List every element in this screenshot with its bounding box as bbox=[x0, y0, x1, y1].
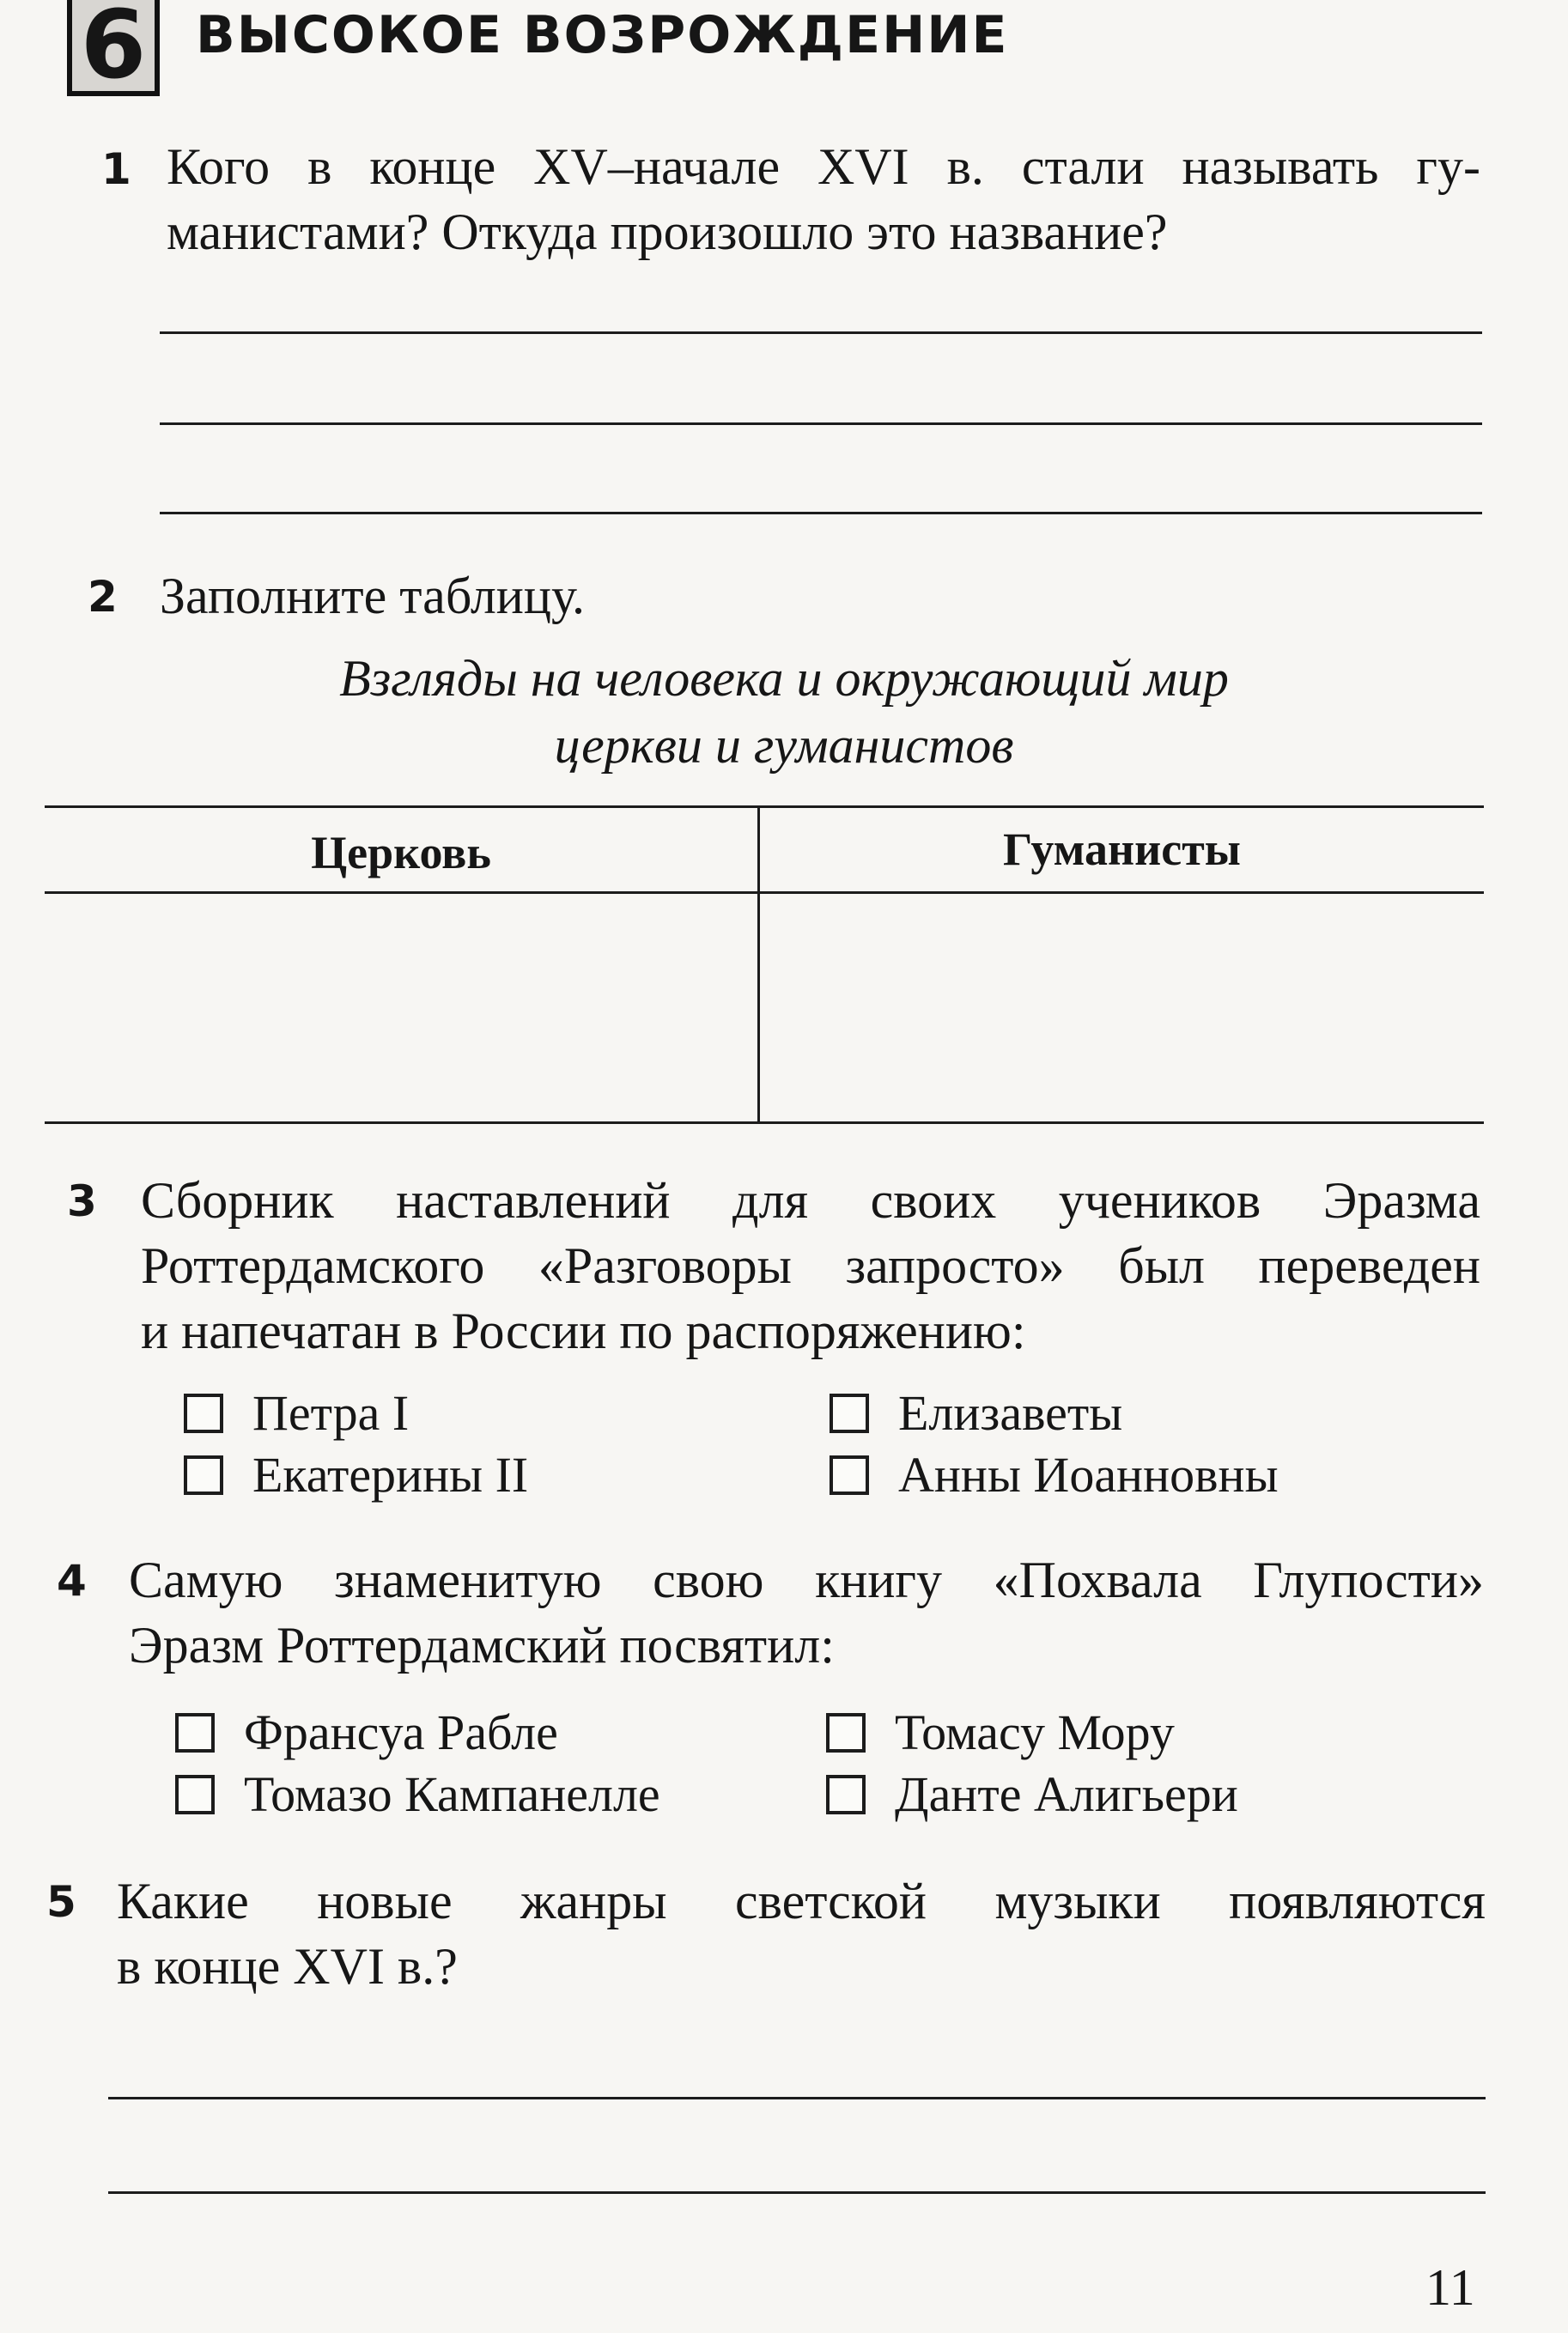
question-4-line-1: Самую знаменитую свою книгу «Похвала Глупости» bbox=[129, 1552, 1484, 1608]
checkbox[interactable] bbox=[175, 1775, 215, 1814]
option-peter-i[interactable] bbox=[184, 1384, 409, 1442]
table-header-church: Церковь bbox=[311, 827, 491, 878]
table-bottom-border bbox=[45, 1121, 1484, 1124]
option-label: Елизаветы bbox=[898, 1385, 1123, 1441]
question-1-line-1: Кого в конце XV–начале XVI в. стали называть гу- bbox=[167, 138, 1480, 195]
option-label: Франсуа Рабле bbox=[244, 1704, 558, 1760]
table-cell-church[interactable] bbox=[45, 894, 757, 1121]
question-3-line-3: и напечатан в России по распоряжению: bbox=[141, 1303, 1026, 1359]
option-anna-ioannovna[interactable] bbox=[830, 1446, 1279, 1504]
table-cell-humanists[interactable] bbox=[760, 894, 1484, 1121]
checkbox[interactable] bbox=[826, 1775, 866, 1814]
question-1-number: 1 bbox=[101, 144, 131, 194]
question-5-number: 5 bbox=[46, 1877, 76, 1927]
answer-line-5-2[interactable] bbox=[108, 2191, 1486, 2194]
section-number-box bbox=[67, 0, 160, 100]
option-francois-rabelais[interactable] bbox=[175, 1704, 558, 1761]
option-label: Данте Алигьери bbox=[895, 1766, 1238, 1822]
answer-line-1-2[interactable] bbox=[160, 422, 1482, 425]
checkbox[interactable] bbox=[184, 1455, 223, 1495]
section-number: 6 bbox=[80, 0, 147, 100]
option-label: Петра I bbox=[252, 1385, 410, 1441]
answer-line-5-1[interactable] bbox=[108, 2097, 1486, 2099]
answer-line-1-1[interactable] bbox=[160, 331, 1482, 334]
question-3-number: 3 bbox=[67, 1176, 97, 1226]
option-label: Томасу Мору bbox=[895, 1704, 1175, 1760]
views-table bbox=[45, 805, 1484, 1125]
question-2-number: 2 bbox=[88, 572, 118, 622]
answer-line-1-3[interactable] bbox=[160, 512, 1482, 514]
option-tommaso-campanella[interactable] bbox=[175, 1765, 660, 1823]
option-elizabeth[interactable] bbox=[830, 1384, 1122, 1442]
option-label: Екатерины II bbox=[252, 1447, 529, 1503]
option-label: Томазо Кампанелле bbox=[244, 1766, 660, 1822]
option-label: Анны Иоанновны bbox=[898, 1447, 1279, 1503]
table-title-line-1: Взгляды на человека и окружающий мир bbox=[339, 650, 1229, 707]
option-dante-alighieri[interactable] bbox=[826, 1765, 1238, 1823]
question-1-line-2: манистами? Откуда произошло это название? bbox=[167, 204, 1168, 260]
question-3-line-2: Роттердамского «Разговоры запросто» был переведен bbox=[141, 1237, 1480, 1294]
question-5-line-1: Какие новые жанры светской музыки появляются bbox=[117, 1873, 1486, 1929]
question-5-line-2: в конце XVI в.? bbox=[117, 1938, 458, 1995]
table-top-border bbox=[45, 805, 1484, 808]
checkbox[interactable] bbox=[175, 1713, 215, 1753]
checkbox[interactable] bbox=[830, 1394, 869, 1433]
table-title-line-2: церкви и гуманистов bbox=[554, 717, 1014, 774]
section-title: ВЫСОКОЕ ВОЗРОЖДЕНИЕ bbox=[196, 5, 1009, 65]
question-2-text: Заполните таблицу. bbox=[160, 568, 585, 624]
checkbox[interactable] bbox=[830, 1455, 869, 1495]
question-4-number: 4 bbox=[57, 1556, 87, 1606]
table-header-humanists: Гуманисты bbox=[1003, 823, 1241, 875]
checkbox[interactable] bbox=[826, 1713, 866, 1753]
page-number: 11 bbox=[1425, 2259, 1475, 2316]
question-3-line-1: Сборник наставлений для своих учеников Эразма bbox=[141, 1172, 1480, 1229]
option-catherine-ii[interactable] bbox=[184, 1446, 528, 1504]
question-4-line-2: Эразм Роттердамский посвятил: bbox=[129, 1617, 835, 1674]
option-thomas-more[interactable] bbox=[826, 1704, 1175, 1761]
checkbox[interactable] bbox=[184, 1394, 223, 1433]
